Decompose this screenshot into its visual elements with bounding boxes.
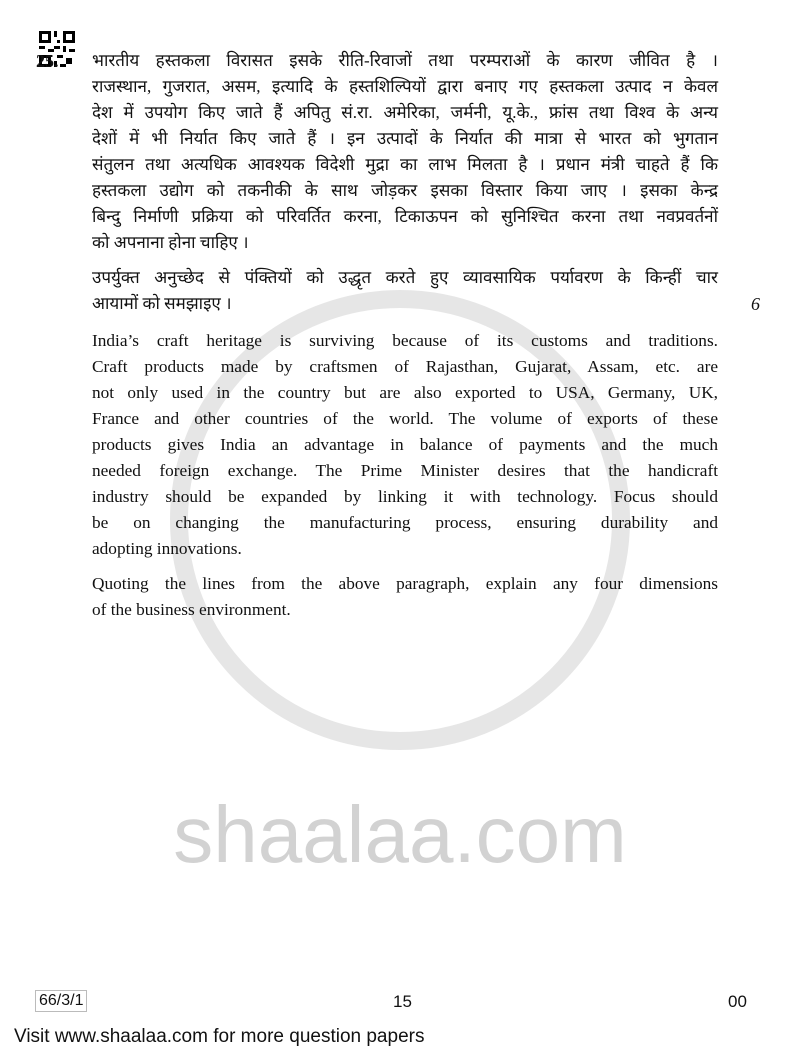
english-line: products gives India an advantage in balance of payments and the much [92, 435, 718, 454]
hindi-line: संतुलन तथा अत्यधिक आवश्यक विदेशी मुद्रा का लाभ मिलता है । प्रधान मंत्री चाहते हैं कि [92, 155, 718, 174]
english-line: France and other countries of the world. The volume of exports of these [92, 409, 718, 428]
watermark-text: shaalaa.com [173, 790, 627, 879]
hindi-line: भारतीय हस्तकला विरासत इसके रीति-रिवाजों तथा परम्पराओं के कारण जीवित है । [92, 51, 718, 70]
hindi-question-text: आयामों को समझाइए । [92, 294, 232, 313]
paper-code: 66/3/1 [35, 990, 87, 1012]
question-number: 25. [36, 51, 59, 71]
hindi-line: बिन्दु निर्माणी प्रक्रिया को परिवर्तित करना, टिकाऊपन को सुनिश्चित करना तथा नवप्रवर्तनों [92, 207, 718, 226]
english-line: India’s craft heritage is surviving because of its customs and traditions. [92, 331, 718, 350]
question-body [92, 48, 760, 623]
english-line: needed foreign exchange. The Prime Minister desires that the handicraft [92, 461, 718, 480]
hindi-line: हस्तकला उद्योग को तकनीकी के साथ जोड़कर इसका विस्तार किया जाए । इसका केन्द्र [92, 181, 718, 200]
english-line: adopting innovations. [92, 539, 242, 558]
visit-link[interactable]: Visit www.shaalaa.com for more question papers [14, 1026, 425, 1047]
english-line: Craft products made by craftsmen of Rajasthan, Gujarat, Assam, etc. are [92, 357, 718, 376]
page-number: 15 [393, 992, 412, 1011]
hindi-question-line-last [92, 291, 760, 317]
footer-right-code: 00 [728, 992, 747, 1011]
hindi-question-line: उपर्युक्त अनुच्छेद से पंक्तियों को उद्धृत करते हुए व्यावसायिक पर्यावरण के किन्हीं चार [92, 268, 718, 287]
english-line: industry should be expanded by linking it with technology. Focus should [92, 487, 718, 506]
hindi-line: देश में उपयोग किए जाते हैं अपितु सं.रा. अमेरिका, जर्मनी, यू.के., फ्रांस तथा विश्व के अन्य [92, 103, 718, 122]
english-question-line: of the business environment. [92, 600, 291, 619]
marks: 6 [751, 294, 760, 314]
english-line: not only used in the country but are also exported to USA, Germany, UK, [92, 383, 718, 402]
hindi-line: देशों में भी निर्यात किए जाते हैं । इन उत्पादों के निर्यात की मात्रा से भारत को भुगतान [92, 129, 718, 148]
english-question-line: Quoting the lines from the above paragraph, explain any four dimensions [92, 574, 718, 593]
english-line: be on changing the manufacturing process, ensuring durability and [92, 513, 718, 532]
hindi-line: राजस्थान, गुजरात, असम, इत्यादि के हस्तशिल्पियों द्वारा बनाए गए हस्तकला उत्पाद न केवल [92, 77, 718, 96]
hindi-line: को अपनाना होना चाहिए । [92, 233, 249, 252]
